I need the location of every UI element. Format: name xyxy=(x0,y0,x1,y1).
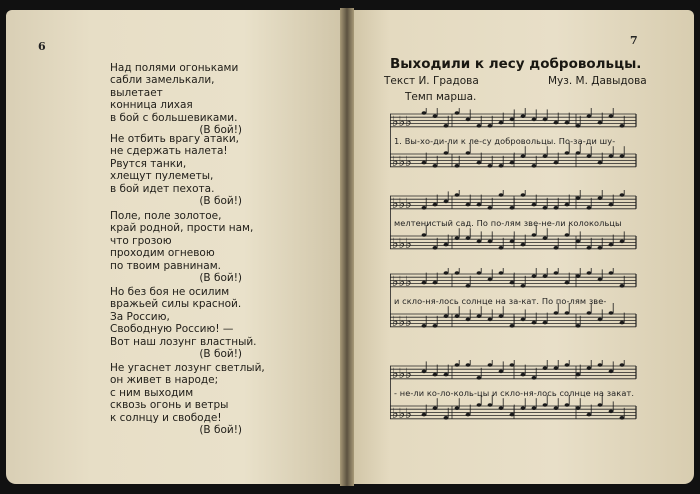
verse-line: с ним выходим xyxy=(110,386,194,399)
staff-notation xyxy=(390,190,638,268)
staff-notation xyxy=(390,108,638,186)
stanza xyxy=(110,210,270,284)
verse-line: край родной, прости нам, xyxy=(110,222,254,235)
refrain-text: (В бой!) xyxy=(199,195,242,208)
verse-line: сабли замелькали, xyxy=(110,74,215,87)
left-page-number: 6 xyxy=(38,40,46,53)
lyricist-credit: Текст И. Градова xyxy=(384,75,479,87)
verse-line: хлещут пулеметы, xyxy=(110,170,214,183)
verse-line: Над полями огоньками xyxy=(110,62,239,74)
verse-line: Рвутся танки, xyxy=(110,157,187,170)
verse-line: Не отбить врагу атаки, xyxy=(110,133,240,145)
music-system xyxy=(390,268,638,346)
stanza xyxy=(110,133,270,207)
svg-text:♭♭♭: ♭♭♭ xyxy=(392,154,412,170)
composer-credit: Муз. М. Давыдова xyxy=(548,75,647,87)
svg-text:♭♭♭: ♭♭♭ xyxy=(392,236,412,252)
svg-text:♭♭♭: ♭♭♭ xyxy=(392,274,412,290)
verse-line: Но без боя не осилим xyxy=(110,286,230,298)
verse-line: в бой идет пехота. xyxy=(110,182,215,195)
verse-line: Не угаснет лозунг светлый, xyxy=(110,362,265,374)
verse-line: в бой с большевиками. xyxy=(110,111,238,124)
staff-notation xyxy=(390,268,638,346)
tempo-marking: Темп марша. xyxy=(405,91,477,103)
verse-line: конница лихая xyxy=(110,99,193,112)
verse-line: Поле, поле золотое, xyxy=(110,210,222,222)
stanza xyxy=(110,286,270,360)
music-system xyxy=(390,190,638,268)
refrain-text: (В бой!) xyxy=(199,424,242,437)
music-system xyxy=(390,108,638,186)
book-gutter xyxy=(340,8,354,486)
refrain-text: (В бой!) xyxy=(199,272,242,285)
verse-line: что грозою xyxy=(110,234,172,247)
verse-line: Свободную Россию! — xyxy=(110,323,234,336)
verse-line: вылетает xyxy=(110,86,163,99)
verse-line: он живет в народе; xyxy=(110,374,219,387)
verse-line: За Россию, xyxy=(110,310,170,323)
verse-line: по твоим равнинам. xyxy=(110,259,221,272)
right-page-number: 7 xyxy=(630,34,638,47)
lyrics-line: мелтенистый сад. По по-лям зве-не-ли колокольцы xyxy=(394,218,622,228)
svg-text:♭♭♭: ♭♭♭ xyxy=(392,406,412,422)
verse-line: к солнцу и свободе! xyxy=(110,411,222,424)
verse-line: сквозь огонь и ветры xyxy=(110,399,229,412)
stanza xyxy=(110,362,270,436)
stanza xyxy=(110,62,270,136)
svg-text:♭♭♭: ♭♭♭ xyxy=(392,196,412,212)
lyrics-line: 1. Вы-хо-ди-ли к ле-су добровольцы. По-за-ди шу- xyxy=(394,136,616,146)
lyrics-line: и скло-ня-лось солнце на за-кат. По по-лям зве- xyxy=(394,296,607,306)
svg-text:♭♭♭: ♭♭♭ xyxy=(392,314,412,330)
svg-text:♭♭♭: ♭♭♭ xyxy=(392,114,412,130)
music-system xyxy=(390,360,638,438)
refrain-text: (В бой!) xyxy=(199,348,242,361)
song-title: Выходили к лесу добровольцы. xyxy=(390,56,642,72)
lyrics-line: - не-ли ко-ло-коль-цы и скло-ня-лось солнце на закат. xyxy=(394,388,635,398)
refrain-text: (В бой!) xyxy=(199,124,242,137)
verse-line: Вот наш лозунг властный. xyxy=(110,335,257,348)
verse-line: не сдержать налета! xyxy=(110,145,228,158)
staff-notation xyxy=(390,360,638,438)
svg-text:♭♭♭: ♭♭♭ xyxy=(392,366,412,382)
verse-line: проходим огневою xyxy=(110,247,215,260)
verse-line: вражьей силы красной. xyxy=(110,298,242,311)
